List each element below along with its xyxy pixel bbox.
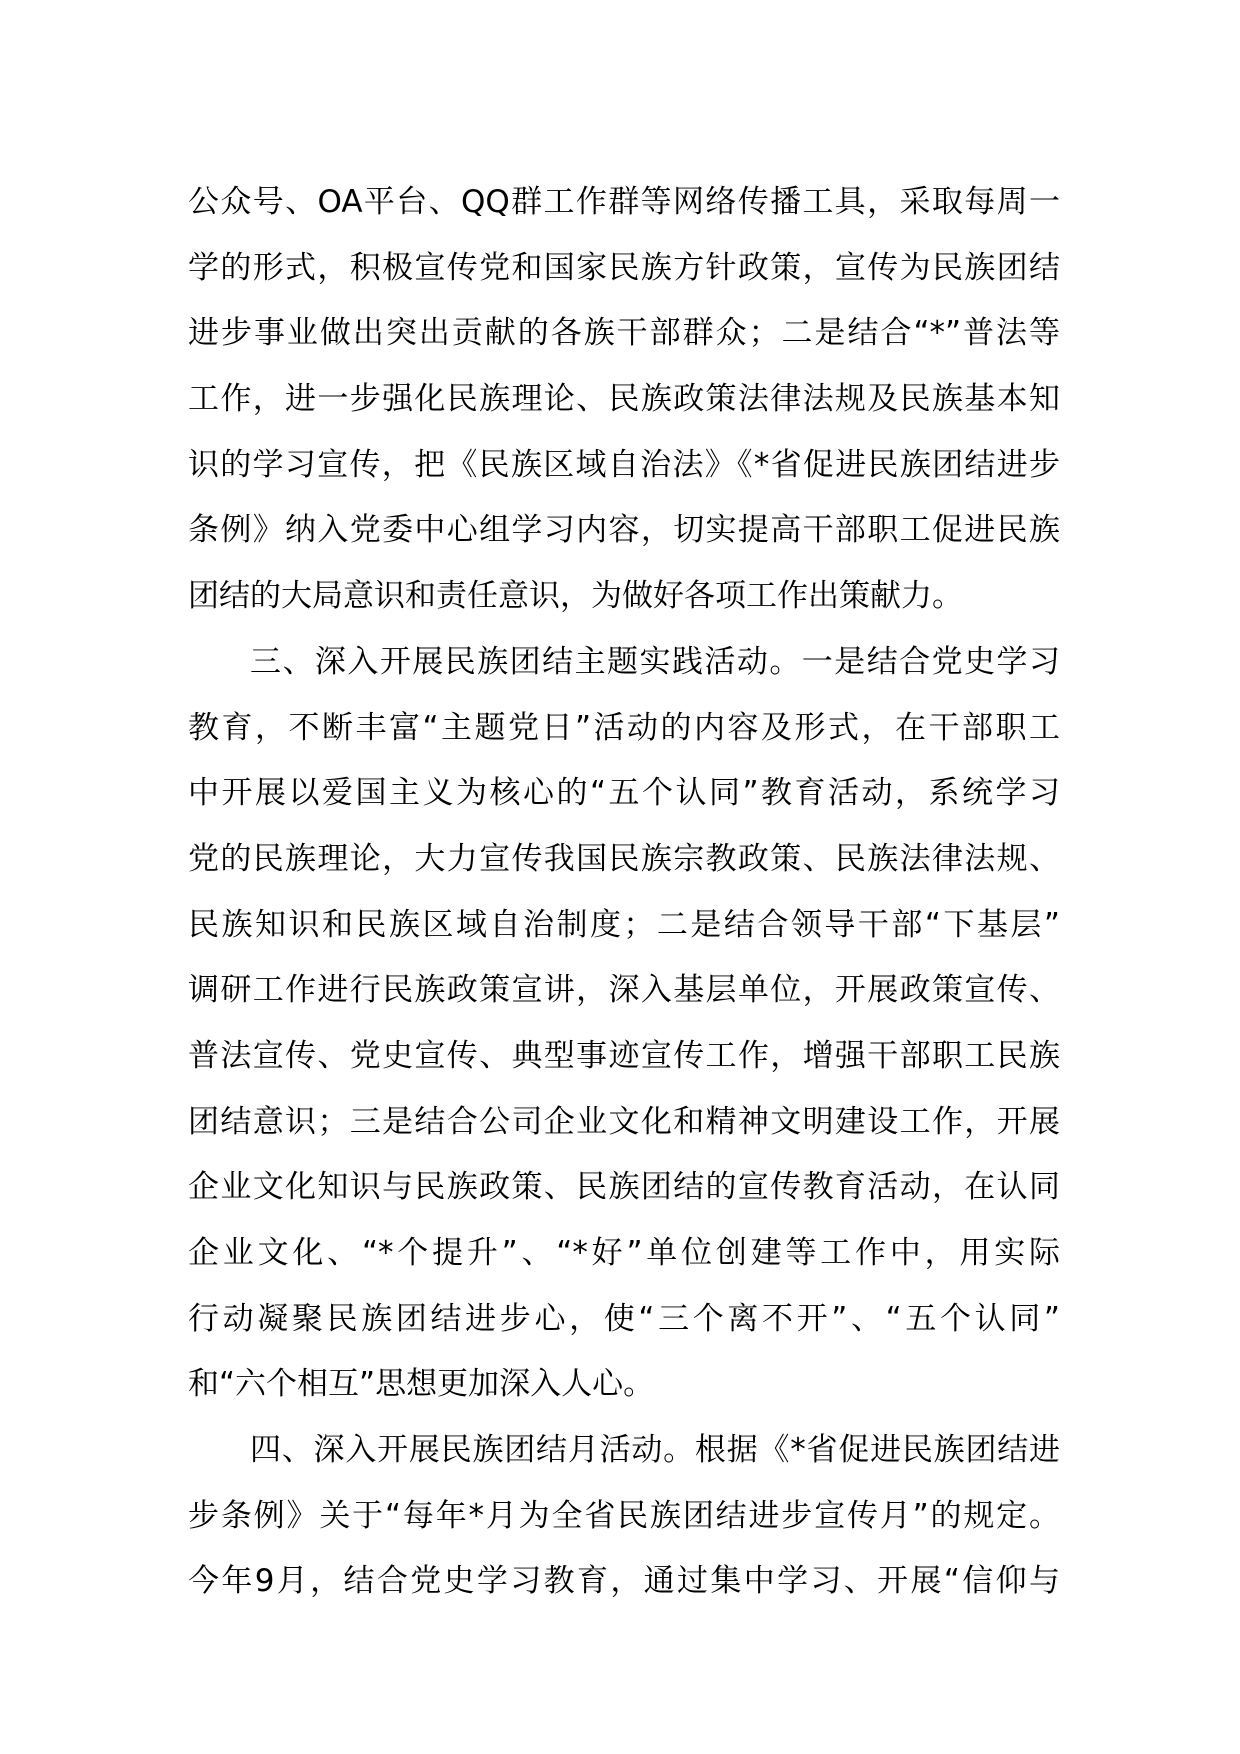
text-line: 普法宣传、党史宣传、典型事迹宣传工作，增强干部职工民族 [188,1037,1060,1074]
text-line: 党的民族理论，大力宣传我国民族宗教政策、民族法律法规、 [188,840,1060,877]
text-line: 团结意识；三是结合公司企业文化和精神文明建设工作，开展 [188,1103,1060,1140]
text-line: 调研工作进行民族政策宣讲，深入基层单位，开展政策宣传、 [188,972,1060,1009]
text-line: 条例》纳入党委中心组学习内容，切实提高干部职工促进民族 [188,512,1060,549]
text-line: 学的形式，积极宣传党和国家民族方针政策，宣传为民族团结 [188,249,1060,286]
paragraph-start-line: 四、深入开展民族团结月活动。根据《*省促进民族团结进 [250,1432,1060,1469]
text-line: 教育，不断丰富“主题党日”活动的内容及形式，在干部职工 [188,709,1060,746]
text-line: 公众号、OA平台、QQ群工作群等网络传播工具，采取每周一 [188,184,1060,220]
paragraph-start-line: 三、深入开展民族团结主题实践活动。一是结合党史学习 [250,643,1060,680]
text-line: 进步事业做出突出贡献的各族干部群众；二是结合“*”普法等 [188,315,1060,352]
text-line: 行动凝聚民族团结进步心，使“三个离不开”、“五个认同” [188,1300,1060,1337]
text-line: 工作，进一步强化民族理论、民族政策法律法规及民族基本知 [188,381,1060,418]
text-line: 企业文化知识与民族政策、民族团结的宣传教育活动，在认同 [188,1169,1060,1206]
text-line: 民族知识和民族区域自治制度；二是结合领导干部“下基层” [188,906,1060,943]
text-line: 识的学习宣传，把《民族区域自治法》《*省促进民族团结进步 [188,446,1060,483]
text-line: 步条例》关于“每年*月为全省民族团结进步宣传月”的规定。 [188,1497,1060,1534]
text-line: 团结的大局意识和责任意识，为做好各项工作出策献力。 [188,578,963,615]
text-line: 企业文化、“*个提升”、“*好”单位创建等工作中，用实际 [188,1235,1060,1271]
text-line: 和“六个相互”思想更加深入人心。 [188,1366,655,1403]
text-line: 中开展以爱国主义为核心的“五个认同”教育活动，系统学习 [188,775,1060,812]
text-line: 今年9月，结合党史学习教育，通过集中学习、开展“信仰与 [188,1563,1060,1600]
document-body [188,170,1060,1615]
